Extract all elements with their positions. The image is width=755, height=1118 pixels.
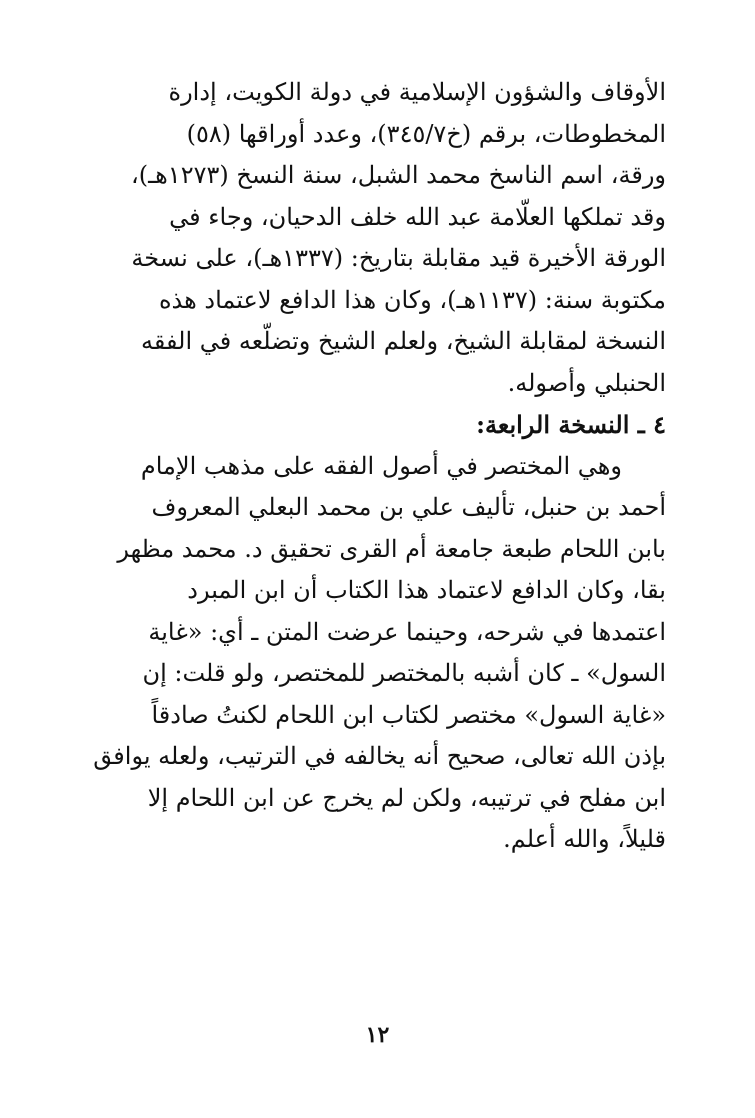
section-heading: ٤ ـ النسخة الرابعة: xyxy=(476,410,666,439)
body-line: أحمد بن حنبل، تأليف علي بن محمد البعلي المعروف xyxy=(151,493,666,521)
body-line: بابن اللحام طبعة جامعة أم القرى تحقيق د. محمد مظهر xyxy=(117,534,666,563)
body-line: الحنبلي وأصوله. xyxy=(507,368,666,397)
body-line: مكتوبة سنة: (١١٣٧هـ)، وكان هذا الدافع لاعتماد هذه xyxy=(158,285,666,314)
body-line: النسخة لمقابلة الشيخ، ولعلم الشيخ وتضلّعه في الفقه xyxy=(141,327,666,355)
body-line: وهي المختصر في أصول الفقه على مذهب الإمام xyxy=(140,451,622,480)
body-line: ورقة، اسم الناسخ محمد الشبل، سنة النسخ (١٢٧٣هـ)، xyxy=(131,161,666,189)
body-line: «غاية السول» مختصر لكتاب ابن اللحام لكنتُ صادقاً xyxy=(151,700,666,729)
body-line: ابن مفلح في ترتيبه، ولكن لم يخرج عن ابن اللحام إلا xyxy=(147,783,666,812)
body-line: وقد تملكها العلّامة عبد الله خلف الدحيان، وجاء في xyxy=(169,202,666,231)
body-line: السول» ـ كان أشبه بالمختصر للمختصر، ولو قلت: إن xyxy=(142,659,666,687)
body-line: قليلاً، والله أعلم. xyxy=(503,825,666,853)
page-body xyxy=(88,72,666,861)
page-number: ١٢ xyxy=(365,1022,390,1048)
body-line: الورقة الأخيرة قيد مقابلة بتاريخ: (١٣٣٧هـ)، على نسخة xyxy=(131,244,666,272)
body-line: اعتمدها في شرحه، وحينما عرضت المتن ـ أي: «غاية xyxy=(148,617,666,646)
body-line: بإذن الله تعالى، صحيح أنه يخالفه في الترتيب، ولعله يوافق xyxy=(93,742,666,770)
body-line: المخطوطات، برقم (خ٣٤٥/٧)، وعدد أوراقها (٥٨) xyxy=(186,119,666,148)
body-line: الأوقاف والشؤون الإسلامية في دولة الكويت، إدارة xyxy=(168,78,666,106)
body-line: بقا، وكان الدافع لاعتماد هذا الكتاب أن ابن المبرد xyxy=(187,576,666,604)
